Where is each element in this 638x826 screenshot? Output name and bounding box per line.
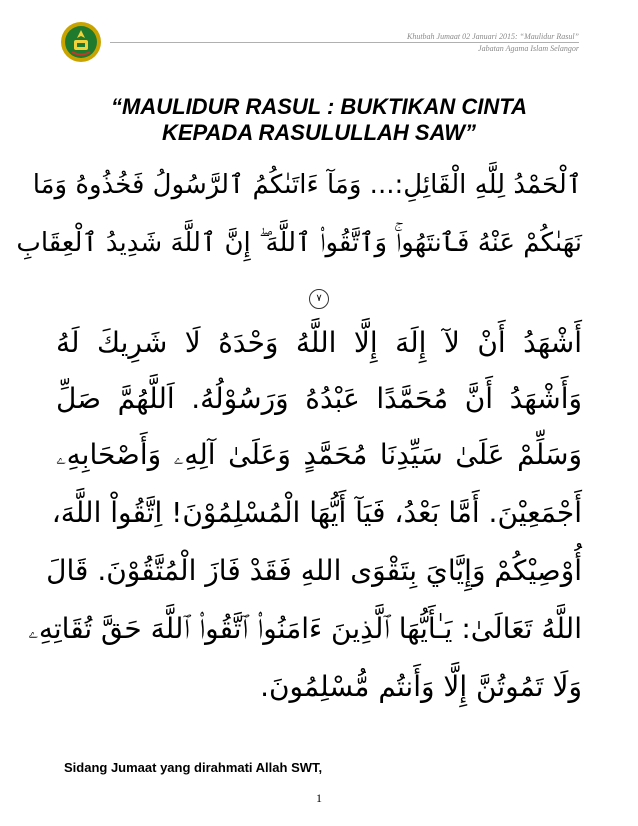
khutbah-line-6: اللَّهُ تَعَالَىٰ: يَـٰأَيُّهَا ٱلَّذِينَ ءَامَنُوا۟ ٱتَّقُوا۟ ٱللَّهَ حَقَّ تُقَاتِهِۦ <box>28 612 582 645</box>
khutbah-line-7: وَلَا تَمُوتُنَّ إِلَّا وَأَنتُم مُّسْلِمُونَ. <box>260 670 582 703</box>
quran-verse-line-2: نَهَىٰكُمْ عَنْهُ فَٱنتَهُواۚ وَٱتَّقُوا۟ ٱللَّهَ ۖ إِنَّ ٱللَّهَ شَدِيدُ ٱلْعِقَابِ <box>16 228 582 258</box>
khutbah-line-2: وَأَشْهَدُ أَنَّ مُحَمَّدًا عَبْدُهُ وَرَسُوْلُهُ. اَللَّهُمَّ صَلِّ <box>56 382 582 415</box>
page-number: 1 <box>316 791 322 805</box>
title-line-2: KEPADA RASULULLAH SAW” <box>161 120 477 145</box>
khutbah-line-4: أَجْمَعِيْنَ. أَمَّا بَعْدُ، فَيَآ أَيُّهَا الْمُسْلِمُوْنَ! اِتَّقُواْ اللَّهَ، <box>51 496 582 529</box>
ayah-number: ٧ <box>309 289 329 309</box>
khutbah-line-1: أَشْهَدُ أَنْ لآ إِلَهَ إِلَّا اللَّهُ وَحْدَهُ لَا شَرِيكَ لَهُ <box>56 326 582 359</box>
title-line-1: “MAULIDUR RASUL : BUKTIKAN CINTA <box>111 94 527 119</box>
jais-logo-icon <box>60 21 102 63</box>
ayah-number-marker <box>0 286 638 309</box>
congregation-greeting: Sidang Jumaat yang dirahmati Allah SWT, <box>64 760 323 775</box>
quran-verse-line-1: ٱلْحَمْدُ لِلَّهِ الْقَائِلِ:... وَمَآ ءَاتَىٰكُمُ ٱلرَّسُولُ فَخُذُوهُ وَمَا <box>32 170 582 200</box>
khutbah-line-5: أُوْصِيْكُمْ وَإِيَّايَ بِتَقْوَى اللهِ فَقَدْ فَازَ الْمُتَّقُوْنَ. قَالَ <box>46 554 582 587</box>
khutbah-line-3: وَسَلِّمْ عَلَىٰ سَيِّدِنَا مُحَمَّدٍ وَعَلَىٰ آلِهِۦ وَأَصْحَابِهِۦ <box>56 438 582 471</box>
header-khutbah-title: Khutbah Jumaat 02 Januari 2015: “Maulidur Rasul” <box>406 32 579 41</box>
running-header <box>407 31 579 55</box>
header-department: Jabatan Agama Islam Selangor <box>478 44 579 53</box>
sermon-title <box>40 94 598 146</box>
